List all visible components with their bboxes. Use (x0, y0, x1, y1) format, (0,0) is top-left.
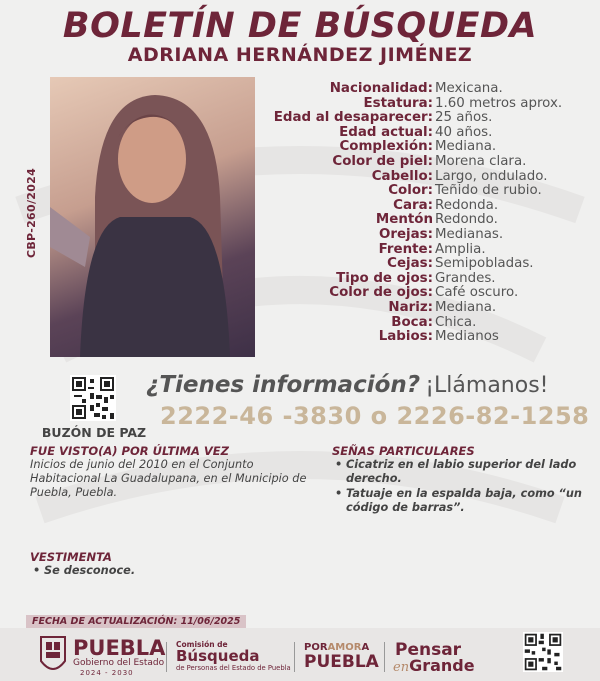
marks-title: SEÑAS PARTICULARES (332, 444, 475, 458)
fact-label: Nacionalidad: (329, 81, 433, 96)
fact-value: Medianas. (435, 226, 504, 242)
fact-row (270, 286, 590, 301)
footer-qr-code[interactable] (523, 632, 563, 672)
government-years: 2024 - 2030 (80, 669, 134, 677)
clothing-title: VESTIMENTA (30, 550, 112, 564)
gobierno-label: Gobierno del Estado (73, 658, 165, 668)
list-item: • Cicatriz en el labio superior del lado derecho. (332, 458, 592, 486)
fact-row (270, 330, 590, 345)
fact-value: Semipobladas. (435, 256, 534, 272)
fact-row (270, 316, 590, 331)
fact-label: Color de piel: (332, 153, 433, 169)
update-date-badge: FECHA DE ACTUALIZACIÓN: 11/06/2025 (26, 615, 246, 630)
amor-text: AMOR (327, 642, 362, 653)
divider (384, 642, 385, 672)
call-prompt: ¡Llámanos! (425, 373, 549, 398)
fact-label: Color de ojos: (329, 285, 433, 301)
info-prompt (146, 372, 586, 398)
info-question: ¿Tienes información? (146, 372, 421, 398)
comision-subtitle: de Personas del Estado de Puebla (176, 664, 291, 672)
fact-label: Boca: (391, 314, 433, 330)
divider (294, 642, 295, 672)
fact-row (270, 301, 590, 316)
fact-label: Cabello: (371, 168, 433, 184)
fact-label: Cejas: (387, 256, 433, 272)
en-grande-logo (393, 656, 475, 675)
comision-name: Búsqueda (176, 647, 260, 665)
missing-person-name: ADRIANA HERNÁNDEZ JIMÉNEZ (127, 44, 473, 66)
fact-value: Redonda. (435, 197, 499, 213)
fact-label: Mentón (375, 212, 433, 228)
case-code: CBP-260/2024 (25, 167, 38, 258)
grande-text: Grande (409, 656, 475, 675)
fact-row (270, 170, 590, 185)
fact-value: Mexicana. (435, 81, 503, 96)
last-seen-section (30, 444, 320, 500)
fact-row (270, 111, 590, 126)
fact-label: Tipo de ojos: (336, 270, 433, 286)
pensar-text: Pensar (395, 640, 462, 660)
fact-row (270, 82, 590, 97)
fact-label: Labios: (378, 329, 433, 345)
fact-value: 1.60 metros aprox. (435, 95, 563, 111)
amor-puebla-text: PUEBLA (304, 652, 379, 672)
fact-row (270, 140, 590, 155)
fact-value: Redondo. (435, 212, 498, 228)
fact-label: Edad al desaparecer: (273, 110, 433, 126)
comision-label: Comisión de (176, 640, 228, 649)
list-item: • Se desconoce. (30, 564, 290, 578)
fact-value: Chica. (435, 314, 477, 330)
person-photo-illustration (50, 77, 255, 357)
fact-value: Morena clara. (435, 153, 527, 169)
fact-value: 25 años. (435, 110, 493, 126)
bulletin-title: BOLETÍN DE BÚSQUEDA (62, 6, 538, 46)
fact-row (270, 97, 590, 112)
list-item: • Tatuaje en la espalda baja, como “un código de barras”. (332, 487, 592, 515)
fact-value: Mediana. (435, 139, 497, 155)
fact-label: Frente: (378, 241, 433, 257)
buzon-label: BUZÓN DE PAZ (41, 425, 147, 440)
fact-value: 40 años. (435, 124, 493, 140)
fact-value: Café oscuro. (435, 285, 519, 301)
physical-description (270, 82, 590, 345)
fact-label: Color: (388, 183, 433, 199)
fact-value: Teñido de rubio. (435, 183, 542, 199)
fact-label: Complexión: (339, 139, 433, 155)
a-text: A (361, 642, 370, 653)
fact-row (270, 155, 590, 170)
fact-value: Mediana. (435, 299, 497, 315)
divider (166, 642, 167, 672)
puebla-shield-icon (38, 633, 68, 677)
fact-value: Amplia. (435, 241, 486, 257)
fact-value: Medianos (435, 329, 499, 345)
por-text: POR (304, 642, 328, 653)
fact-label: Cara: (393, 197, 433, 213)
fact-value: Largo, ondulado. (435, 168, 548, 184)
fact-row (270, 272, 590, 287)
last-seen-title: FUE VISTO(A) POR ÚLTIMA VEZ (30, 444, 229, 458)
last-seen-text: Inicios de junio del 2010 en el Conjunto Habitacional La Guadalupana, en el Municipio de Puebla, Puebla. (30, 458, 307, 499)
en-text: en (393, 660, 410, 675)
fact-row (270, 243, 590, 258)
fact-row (270, 257, 590, 272)
fact-label: Nariz: (388, 299, 433, 315)
missing-person-photo (50, 77, 255, 357)
fact-row (270, 213, 590, 228)
fact-value: Grandes. (435, 270, 496, 286)
fact-label: Edad actual: (339, 124, 433, 140)
fact-label: Estatura: (363, 95, 433, 111)
phone-numbers[interactable]: 2222-46 -3830 o 2226-82-1258 (160, 402, 590, 430)
puebla-logo-text: PUEBLA (73, 636, 166, 660)
fact-label: Orejas: (378, 226, 433, 242)
distinguishing-marks-section (332, 444, 592, 516)
buzon-qr-code[interactable] (70, 375, 116, 421)
fact-row (270, 184, 590, 199)
clothing-section (30, 550, 290, 579)
fact-row (270, 228, 590, 243)
